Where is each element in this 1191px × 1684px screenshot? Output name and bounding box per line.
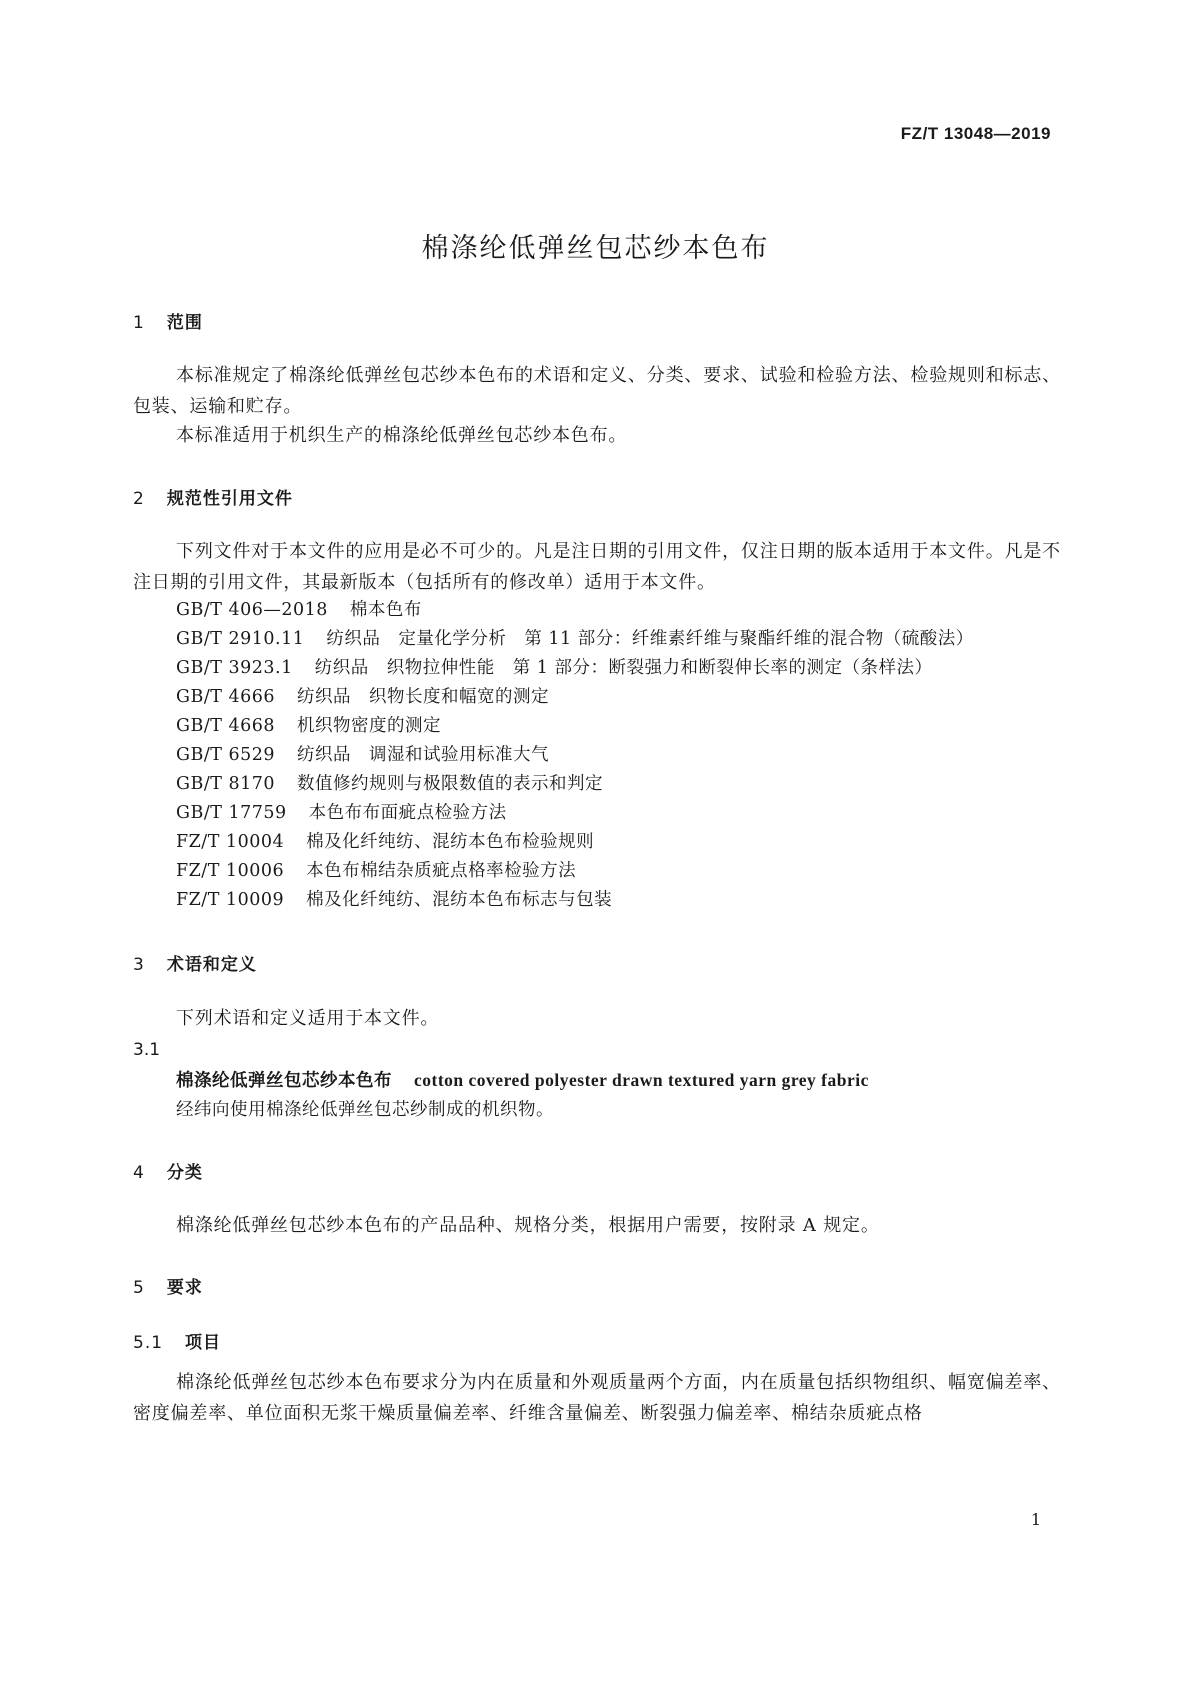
reference-title: 纺织品 调湿和试验用标准大气 <box>297 745 550 765</box>
reference-code: GB/T 17759 <box>176 803 287 823</box>
reference-title: 本色布棉结杂质疵点格率检验方法 <box>306 861 577 881</box>
section-number: 3 <box>133 955 145 975</box>
reference-title: 棉及化纤纯纺、混纺本色布检验规则 <box>306 832 595 852</box>
section-title: 规范性引用文件 <box>166 489 293 509</box>
reference-item <box>176 712 441 737</box>
term-number: 3.1 <box>133 1040 161 1060</box>
terms-intro: 下列术语和定义适用于本文件。 <box>176 1008 440 1029</box>
reference-code: GB/T 2910.11 <box>176 629 305 649</box>
reference-title: 棉及化纤纯纺、混纺本色布标志与包装 <box>306 890 613 910</box>
section-number: 2 <box>133 489 145 509</box>
reference-item <box>176 596 422 621</box>
references-intro: 下列文件对于本文件的应用是必不可少的。凡是注日期的引用文件，仅注日期的版本适用于本文件。凡是不注日期的引用文件，其最新版本（包括所有的修改单）适用于本文件。 <box>133 541 1061 593</box>
document-title: 棉涤纶低弹丝包芯纱本色布 <box>421 233 770 264</box>
term-english: cotton covered polyester drawn textured yarn grey fabric <box>414 1070 869 1090</box>
section-number: 1 <box>133 313 145 333</box>
term-chinese: 棉涤纶低弹丝包芯纱本色布 <box>176 1071 392 1091</box>
reference-item <box>176 828 594 853</box>
items-paragraph: 棉涤纶低弹丝包芯纱本色布要求分为内在质量和外观质量两个方面，内在质量包括织物组织、幅宽偏差率、密度偏差率、单位面积无浆干燥质量偏差率、纤维含量偏差、断裂强力偏差率、棉结杂质疵点格 <box>133 1372 1061 1424</box>
term-entry <box>176 1067 869 1092</box>
reference-title: 棉本色布 <box>349 600 422 620</box>
reference-code: GB/T 3923.1 <box>176 658 293 678</box>
page-number: 1 <box>1030 1510 1041 1529</box>
section-title: 要求 <box>166 1278 203 1298</box>
reference-code: FZ/T 10006 <box>176 861 285 881</box>
standard-code: FZ/T 13048—2019 <box>900 124 1051 143</box>
classification-paragraph: 棉涤纶低弹丝包芯纱本色布的产品品种、规格分类，根据用户需要，按附录 A 规定。 <box>176 1215 880 1236</box>
subsection-number: 5.1 <box>133 1333 164 1353</box>
subsection-5-1-heading <box>133 1328 1061 1353</box>
reference-title: 本色布布面疵点检验方法 <box>308 803 507 823</box>
section-number: 4 <box>133 1163 145 1183</box>
section-4-heading <box>133 1158 1061 1183</box>
reference-item <box>176 886 612 911</box>
reference-item <box>176 683 549 708</box>
reference-code: GB/T 406—2018 <box>176 600 328 620</box>
section-2-heading <box>133 484 1061 509</box>
reference-item <box>176 799 507 824</box>
reference-title: 机织物密度的测定 <box>297 716 442 736</box>
reference-title: 纺织品 织物拉伸性能 第 1 部分：断裂强力和断裂伸长率的测定（条样法） <box>314 658 933 678</box>
term-definition: 经纬向使用棉涤纶低弹丝包芯纱制成的机织物。 <box>176 1100 554 1120</box>
section-number: 5 <box>133 1278 145 1298</box>
reference-title: 纺织品 织物长度和幅宽的测定 <box>297 687 550 707</box>
reference-code: FZ/T 10009 <box>176 890 285 910</box>
reference-title: 数值修约规则与极限数值的表示和判定 <box>297 774 604 794</box>
section-title: 术语和定义 <box>166 955 257 975</box>
subsection-title: 项目 <box>185 1333 222 1353</box>
section-title: 范围 <box>166 313 203 333</box>
scope-paragraph-1: 本标准规定了棉涤纶低弹丝包芯纱本色布的术语和定义、分类、要求、试验和检验方法、检验规则和标志、包装、运输和贮存。 <box>133 365 1061 417</box>
reference-code: GB/T 4668 <box>176 716 276 736</box>
reference-code: GB/T 6529 <box>176 745 276 765</box>
reference-title: 纺织品 定量化学分析 第 11 部分：纤维素纤维与聚酯纤维的混合物（硫酸法） <box>326 629 974 649</box>
reference-code: GB/T 8170 <box>176 774 276 794</box>
scope-paragraph-2: 本标准适用于机织生产的棉涤纶低弹丝包芯纱本色布。 <box>176 425 628 446</box>
reference-item <box>176 741 549 766</box>
section-5-heading <box>133 1273 1061 1298</box>
section-1-heading <box>133 308 1061 333</box>
reference-item <box>176 857 576 882</box>
reference-item <box>176 770 603 795</box>
reference-code: FZ/T 10004 <box>176 832 285 852</box>
reference-item <box>176 625 974 650</box>
reference-item <box>176 654 932 679</box>
section-title: 分类 <box>166 1163 203 1183</box>
section-3-heading <box>133 950 1061 975</box>
reference-code: GB/T 4666 <box>176 687 276 707</box>
